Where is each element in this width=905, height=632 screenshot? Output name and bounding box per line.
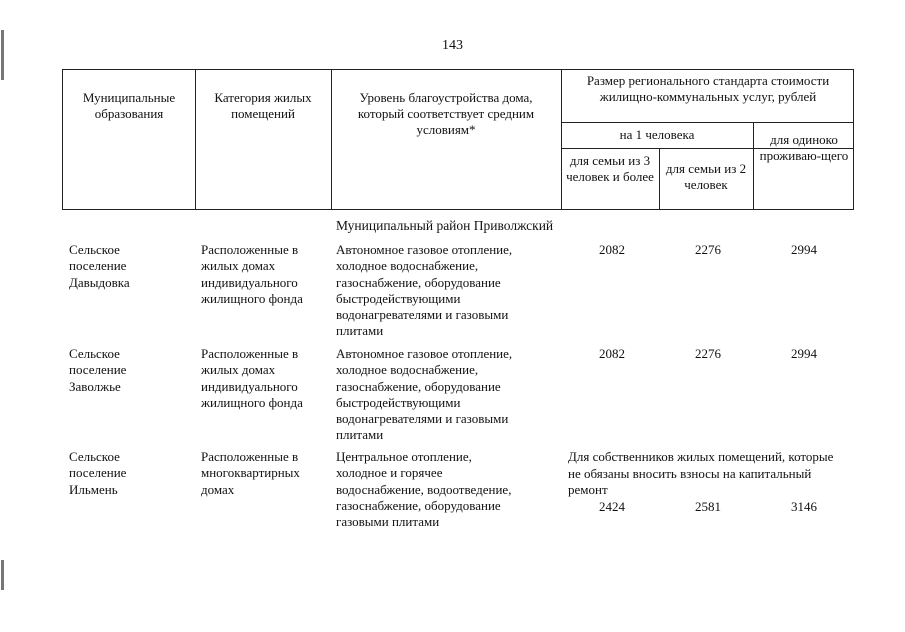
row-divider (561, 122, 853, 123)
row-3-category: Расположенные в многоквартирных домах (201, 449, 300, 497)
header-municipality: Муниципальные образования (82, 90, 176, 121)
row-3-value-family-2: 2581 (695, 499, 721, 514)
header-single: для одиноко проживаю-щего (759, 132, 849, 163)
row-1-value-family-3: 2082 (599, 242, 625, 257)
row-2-value-family-2: 2276 (695, 346, 721, 361)
header-family-2: для семьи из 2 человек (665, 161, 747, 192)
page-number: 143 (442, 38, 463, 53)
header-level: Уровень благоустройства дома, который соответствует средним условиям* (357, 90, 535, 137)
table-header (62, 69, 854, 210)
header-category: Категория жилых помещений (214, 90, 312, 121)
scan-edge-mark (1, 30, 4, 80)
column-divider (331, 70, 332, 209)
row-3-note: Для собственников жилых помещений, которые не обязаны вносить взносы на капитальный ремонт (568, 449, 834, 497)
row-2-level: Автономное газовое отопление, холодное водоснабжение, газоснабжение, оборудование быстродействующими водонагревателями и газовыми плитами (336, 346, 513, 443)
row-2-value-family-3: 2082 (599, 346, 625, 361)
row-3-value-family-3: 2424 (599, 499, 625, 514)
column-divider (195, 70, 196, 209)
column-divider (659, 148, 660, 209)
header-family-3: для семьи из 3 человек и более (566, 153, 654, 184)
row-2-value-single: 2994 (791, 346, 817, 361)
header-standard-size: Размер регионального стандарта стоимости жилищно-коммунальных услуг, рублей (586, 73, 830, 104)
row-3-level: Центральное отопление, холодное и горячее водоснабжение, водоотведение, газоснабжение, оборудование газовыми плитами (336, 449, 512, 530)
row-1-level: Автономное газовое отопление, холодное водоснабжение, газоснабжение, оборудование быстродействующими водонагревателями и газовыми плитами (336, 242, 513, 339)
column-divider (753, 122, 754, 209)
header-per-person: на 1 человека (619, 127, 695, 142)
scan-edge-mark (1, 560, 4, 590)
section-title: Муниципальный район Приволжский (336, 218, 554, 233)
row-3-value-single: 3146 (791, 499, 817, 514)
row-3-municipality: Сельское поселение Ильмень (69, 449, 127, 497)
row-2-municipality: Сельское поселение Заволжье (69, 346, 127, 394)
row-1-value-family-2: 2276 (695, 242, 721, 257)
row-1-municipality: Сельское поселение Давыдовка (69, 242, 130, 290)
row-1-category: Расположенные в жилых домах индивидуального жилищного фонда (201, 242, 303, 306)
row-1-value-single: 2994 (791, 242, 817, 257)
row-2-category: Расположенные в жилых домах индивидуального жилищного фонда (201, 346, 303, 410)
